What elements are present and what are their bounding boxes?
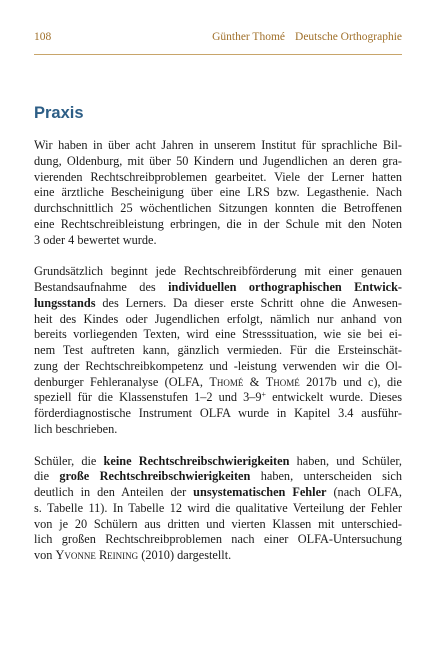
- text-line: vierenden Rechtschreibproblemen gearbeitet. Viele der Lerner hatten: [34, 169, 402, 184]
- bold-term: keine Rechtschreibschwierigkeiten: [103, 453, 290, 468]
- text-run: Bestandsaufnahme des: [34, 280, 169, 294]
- text-run: (2010) dargestellt.: [138, 548, 232, 562]
- bold-term: große Rechtschreibschwierigkeiten: [59, 469, 251, 484]
- text-run: &: [243, 374, 266, 389]
- text-run: (nach OLFA,: [326, 485, 402, 499]
- text-run: deutlich in den Anteilen der: [34, 485, 194, 499]
- text-line: [34, 485, 402, 501]
- text-line: heit des Kindes oder Jugendlichen erfolgt, nämlich nur anhand von: [34, 311, 402, 326]
- paragraph-1: [34, 138, 402, 248]
- text-run: haben, unterscheiden sich: [250, 469, 402, 484]
- bold-term: lungsstands: [34, 295, 96, 310]
- text-run: des Lerners. Da dieser erste Schritt ohne die Anwesen-: [95, 295, 402, 310]
- text-line: [34, 390, 402, 406]
- text-run: die: [34, 469, 60, 484]
- superscript: +: [261, 390, 267, 400]
- body-text: [34, 138, 402, 580]
- paragraph-3: [34, 454, 402, 564]
- text-line: [34, 454, 402, 470]
- text-run: Schüler, die: [34, 453, 104, 468]
- text-run: haben, und Schüler,: [289, 453, 403, 468]
- text-line: [34, 548, 402, 564]
- author-name: Thomé: [209, 374, 244, 389]
- section-heading: Praxis: [34, 104, 84, 122]
- running-header: [34, 31, 402, 43]
- text-line: s. Tabelle 11). In Tabelle 12 wird die qualitative Verteilung der Fehler: [34, 500, 402, 515]
- author-name: Yvonne Reining: [55, 548, 139, 562]
- text-line: eine ärztliche Bescheinigung über eine LRS bzw. Legasthenie. Nach: [34, 185, 402, 200]
- text-line: zung der Rechtschreibkompetenz und -leistung verwenden wir die Ol-: [34, 358, 402, 373]
- bold-term: individuellen orthographischen Entwick-: [168, 280, 402, 294]
- text-line: durchschnittlich 25 wöchentlichen Sitzungen konnten die Betroffenen: [34, 201, 402, 215]
- header-book-title: Deutsche Orthographie: [295, 31, 402, 43]
- text-line: [34, 296, 402, 312]
- page-number: 108: [34, 31, 52, 43]
- text-line: 3 oder 4 bewertet wurde.: [34, 232, 157, 247]
- text-line: Wir haben in über acht Jahren in unserem Institut für sprachliche Bil-: [34, 138, 402, 152]
- text-run: denburger Fehleranalyse (OLFA,: [34, 374, 210, 389]
- header-author: Günther Thomé: [212, 31, 286, 43]
- text-line: nem Test auftreten kann, gänzlich vermieden. Für die Ersteinschät-: [34, 343, 402, 357]
- text-line: von je 20 Schülern aus dritten und vierten Klassen mit unterschied-: [34, 516, 402, 531]
- bold-term: unsystematischen Fehler: [193, 485, 327, 499]
- text-line: [34, 469, 402, 485]
- text-line: lich großen Rechtschreibproblemen nach einer OLFA-Untersuchung: [34, 532, 402, 547]
- text-line: dung, Oldenburg, mit über 50 Kindern und Jugendlichen an deren gra-: [34, 153, 402, 168]
- text-run: von: [34, 548, 56, 562]
- text-run: entwickelt wurde. Dieses: [266, 390, 402, 405]
- text-line: eine Rechtschreibleistung erbringen, die in der Schule mit den Noten: [34, 216, 402, 231]
- text-line: förderdiagnostische Instrument OLFA wurde in Kapitel 3.4 ausführ-: [34, 406, 402, 420]
- header-rule: [34, 54, 402, 55]
- text-line: lich beschrieben.: [34, 421, 118, 436]
- text-line: [34, 280, 402, 296]
- text-line: [34, 375, 402, 391]
- text-run: speziell für die Klassenstufen 1–2 und 3–9: [34, 390, 262, 405]
- paragraph-2: [34, 264, 402, 437]
- text-run: 2017b und c), die: [299, 374, 402, 389]
- header-right: [212, 31, 402, 43]
- author-name: Thomé: [265, 374, 300, 389]
- text-line: bereits vorliegenden Texten, wird eine Stresssituation, wie sie bei ei-: [34, 327, 402, 342]
- text-line: Grundsätzlich beginnt jede Rechtschreibförderung mit einer genauen: [34, 264, 402, 279]
